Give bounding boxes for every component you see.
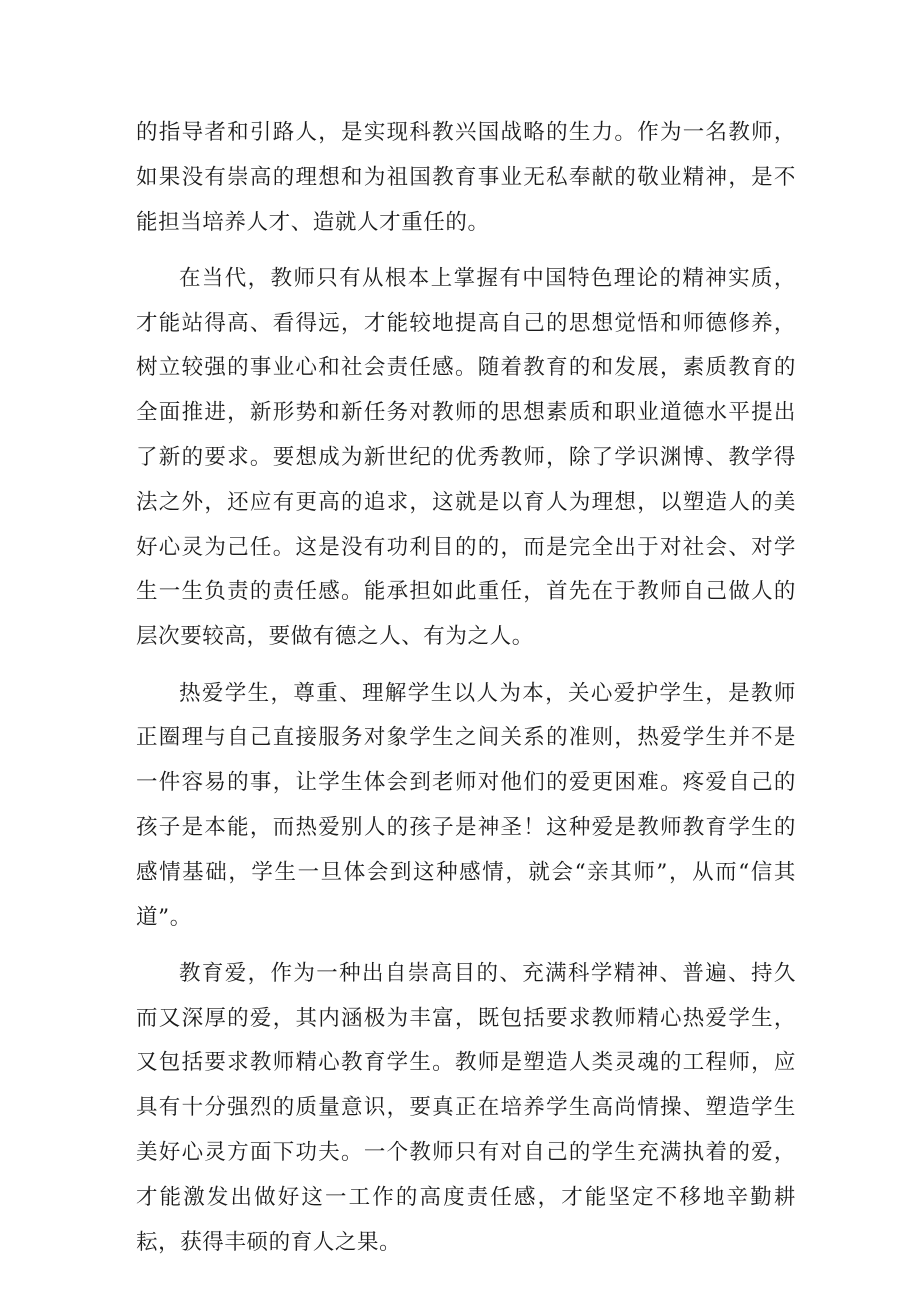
paragraph-2: 在当代，教师只有从根本上掌握有中国特色理论的精神实质，才能站得高、看得远，才能较地提高自己的思想觉悟和师德修养，树立较强的事业心和社会责任感。随着教育的和发展，素质教育的全面推进，新形势和新任务对教师的思想素质和职业道德水平提出了新的要求。要想成为新世纪的优秀教师，除了学识渊博、教学得法之外，还应有更高的追求，这就是以育人为理想，以塑造人的美好心灵为己任。这是没有功利目的的，而是完全出于对社会、对学生一生负责的责任感。能承担如此重任，首先在于教师自己做人的层次要较高，要做有德之人、有为之人。 (136, 265, 796, 650)
paragraph-3: 热爱学生，尊重、理解学生以人为本，关心爱护学生，是教师正圈理与自己直接服务对象学生之间关系的准则，热爱学生并不是一件容易的事，让学生体会到老师对他们的爱更困难。疼爱自己的孩子是本能，而热爱别人的孩子是神圣！这种爱是教师教育学生的感情基础，学生一旦体会到这种感情，就会“亲其师”，从而“信其道”。 (136, 680, 796, 930)
document-body (136, 111, 796, 1277)
paragraph-1: 的指导者和引路人，是实现科教兴国战略的生力。作为一名教师，如果没有崇高的理想和为祖国教育事业无私奉献的敬业精神，是不能担当培养人才、造就人才重任的。 (136, 120, 796, 235)
paragraph-4: 教育爱，作为一种出自崇高目的、充满科学精神、普遍、持久而又深厚的爱，其内涵极为丰富，既包括要求教师精心热爱学生，又包括要求教师精心教育学生。教师是塑造人类灵魂的工程师，应具有十分强烈的质量意识，要真正在培养学生高尚情操、塑造学生美好心灵方面下功夫。一个教师只有对自己的学生充满执着的爱，才能激发出做好这一工作的高度责任感，才能坚定不移地辛勤耕耘，获得丰硕的育人之果。 (136, 960, 796, 1255)
